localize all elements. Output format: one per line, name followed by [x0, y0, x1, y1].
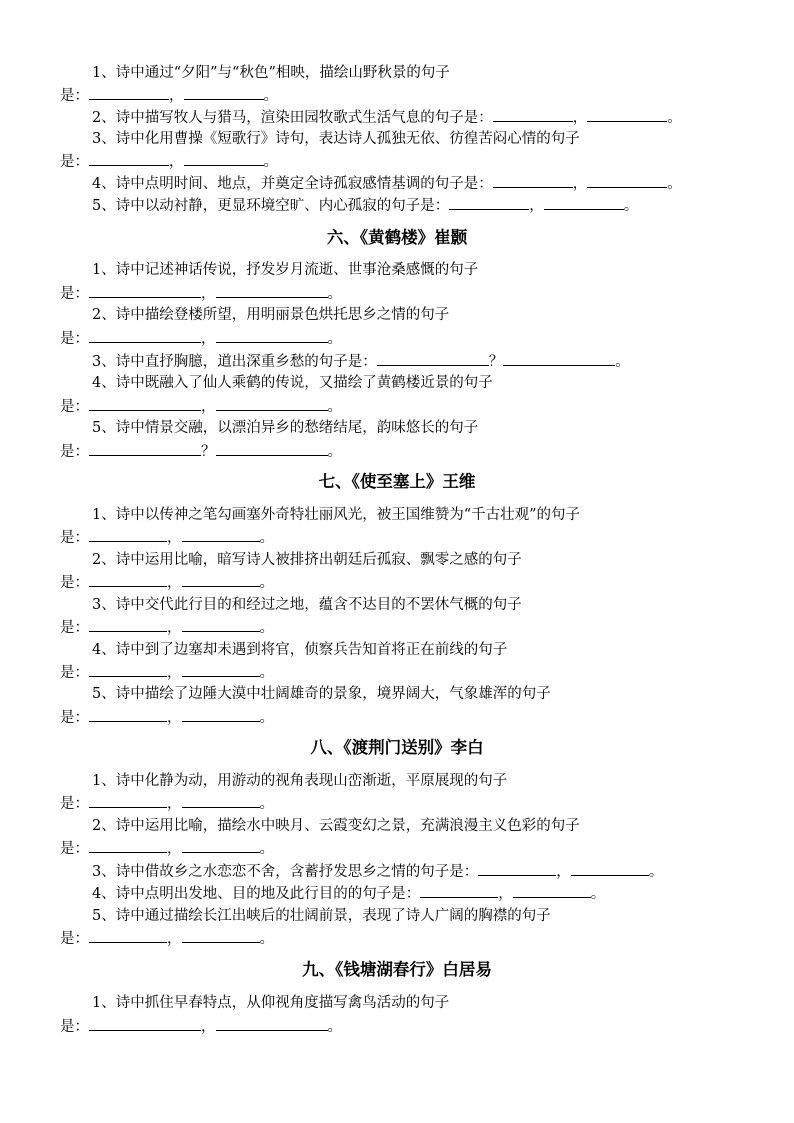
answer-line-8-5 — [60, 928, 734, 949]
punct-period: 。 — [259, 931, 274, 947]
punct-period: 。 — [259, 796, 274, 812]
answer-line-8-1 — [60, 793, 734, 814]
question-8-3 — [60, 861, 734, 882]
punct-period: 。 — [259, 575, 274, 591]
punct-comma: ， — [572, 110, 588, 126]
answer-blank[interactable] — [216, 283, 328, 298]
answer-blank[interactable] — [182, 707, 260, 722]
question-text: 1、诗中抓住早春特点，从仰视角度描写禽鸟活动的句子 — [92, 995, 450, 1011]
answer-blank[interactable] — [89, 151, 169, 166]
question-text: 2、诗中描绘登楼所望，用明丽景色烘托思乡之情的句子 — [92, 307, 450, 323]
answer-blank[interactable] — [587, 173, 667, 188]
punct-comma: ， — [572, 176, 588, 192]
section-heading-6: 六、《黄鹤楼》崔颢 — [326, 228, 468, 247]
answer-blank[interactable] — [89, 838, 167, 853]
answer-blank[interactable] — [89, 283, 201, 298]
question-text: 3、诗中化用曹操《短歌行》诗句，表达诗人孤独无依、彷徨苦闷心情的句子 — [92, 131, 580, 147]
question-7-3 — [60, 595, 734, 615]
question-6-5 — [60, 418, 734, 438]
punct-comma: ， — [167, 931, 182, 947]
punct-comma: ， — [201, 331, 216, 347]
answer-line-6-5 — [60, 441, 734, 462]
answer-blank[interactable] — [89, 328, 201, 343]
punct-period: 。 — [327, 399, 342, 415]
answer-blank[interactable] — [182, 928, 260, 943]
answer-blank[interactable] — [182, 793, 260, 808]
answer-line-9-1 — [60, 1016, 734, 1037]
question-7-5 — [60, 684, 734, 704]
answer-blank[interactable] — [571, 861, 649, 876]
punct-comma: ， — [169, 154, 184, 170]
question-8-4 — [60, 883, 734, 904]
question-7-4 — [60, 640, 734, 660]
answer-blank[interactable] — [478, 861, 556, 876]
question-text: 4、诗中既融入了仙人乘鹤的传说，又描绘了黄鹤楼近景的句子 — [92, 375, 493, 391]
answer-blank[interactable] — [587, 107, 667, 122]
answer-blank[interactable] — [182, 662, 260, 677]
question-5-3 — [60, 129, 734, 149]
question-text: 1、诗中化静为动，用游动的视角表现山峦渐逝，平原展现的句子 — [92, 773, 508, 789]
answer-line-6-4 — [60, 396, 734, 417]
question-5-2 — [60, 107, 734, 128]
question-text: 1、诗中以传神之笔勾画塞外奇特壮丽风光，被王国维赞为“千古壮观”的句子 — [92, 507, 581, 523]
question-8-2 — [60, 816, 734, 836]
question-text: 5、诗中情景交融，以漂泊异乡的愁绪结尾，韵味悠长的句子 — [92, 420, 479, 436]
answer-blank[interactable] — [89, 85, 169, 100]
answer-blank[interactable] — [89, 928, 167, 943]
question-6-1 — [60, 260, 734, 280]
punct-period: 。 — [259, 530, 274, 546]
question-text: 3、诗中直抒胸臆，道出深重乡愁的句子是： — [92, 354, 377, 370]
answer-blank[interactable] — [216, 441, 328, 456]
punct-comma: ， — [167, 841, 182, 857]
answer-blank[interactable] — [216, 396, 328, 411]
answer-blank[interactable] — [182, 527, 260, 542]
punct-period: 。 — [263, 88, 278, 104]
answer-prefix: 是： — [60, 331, 89, 347]
section-heading-7: 七、《使至塞上》王维 — [318, 472, 476, 491]
answer-prefix: 是： — [60, 665, 89, 681]
answer-blank[interactable] — [513, 883, 591, 898]
answer-blank[interactable] — [89, 527, 167, 542]
answer-blank[interactable] — [89, 707, 167, 722]
question-5-1 — [60, 63, 734, 83]
question-text: 5、诗中通过描绘长江出峡后的壮阔前景，表现了诗人广阔的胸襟的句子 — [92, 908, 551, 924]
section-heading-8: 八、《渡荆门送别》李白 — [310, 738, 484, 757]
question-7-2 — [60, 550, 734, 570]
question-text: 5、诗中以动衬静，更显环境空旷、内心孤寂的句子是： — [92, 198, 450, 214]
question-6-3 — [60, 351, 734, 372]
answer-prefix: 是： — [60, 620, 89, 636]
punct-comma: ， — [169, 88, 184, 104]
punct-period: 。 — [327, 444, 342, 460]
answer-blank[interactable] — [184, 151, 264, 166]
answer-blank[interactable] — [182, 572, 260, 587]
answer-prefix: 是： — [60, 841, 89, 857]
answer-line-7-3 — [60, 617, 734, 638]
question-text: 4、诗中点明出发地、目的地及此行目的的句子是： — [92, 886, 421, 902]
punct-comma: ， — [498, 886, 513, 902]
punct-comma: ， — [201, 286, 216, 302]
answer-blank[interactable] — [89, 662, 167, 677]
answer-blank[interactable] — [493, 107, 573, 122]
answer-blank[interactable] — [503, 351, 615, 366]
answer-blank[interactable] — [182, 838, 260, 853]
punct-comma: ， — [167, 575, 182, 591]
punct-comma: ， — [167, 665, 182, 681]
punct-comma: ， — [529, 198, 544, 214]
answer-prefix: 是： — [60, 1019, 89, 1035]
punct-comma: ， — [556, 864, 571, 880]
question-8-1 — [60, 771, 734, 791]
punct-comma: ， — [167, 620, 182, 636]
punct-period: 。 — [327, 286, 342, 302]
question-text: 3、诗中借故乡之水恋恋不舍，含蓄抒发思乡之情的句子是： — [92, 864, 479, 880]
punct-period: 。 — [667, 176, 682, 192]
answer-line-6-2 — [60, 328, 734, 349]
question-text: 1、诗中通过“夕阳”与“秋色”相映，描绘山野秋景的句子 — [92, 65, 450, 81]
punct-period: 。 — [259, 665, 274, 681]
punct-comma: ， — [167, 530, 182, 546]
answer-blank[interactable] — [377, 351, 489, 366]
question-text: 4、诗中点明时间、地点，并奠定全诗孤寂感情基调的句子是： — [92, 176, 493, 192]
answer-line-5-1 — [60, 85, 734, 106]
answer-blank[interactable] — [89, 617, 167, 632]
answer-line-7-4 — [60, 662, 734, 683]
answer-line-8-2 — [60, 838, 734, 859]
punct-period: 。 — [590, 886, 606, 902]
answer-blank[interactable] — [184, 85, 264, 100]
answer-line-7-5 — [60, 707, 734, 728]
punct-question: ？ — [488, 354, 504, 370]
answer-prefix: 是： — [60, 530, 89, 546]
question-text: 2、诗中运用比喻，描绘水中映月、云霞变幻之景，充满浪漫主义色彩的句子 — [92, 818, 580, 834]
punct-period: 。 — [623, 198, 639, 214]
punct-question: ？ — [201, 444, 216, 460]
punct-period: 。 — [259, 841, 274, 857]
answer-blank[interactable] — [89, 1016, 201, 1031]
question-5-4 — [60, 173, 734, 194]
question-5-5 — [60, 195, 734, 216]
answer-blank[interactable] — [216, 1016, 328, 1031]
answer-blank[interactable] — [89, 793, 167, 808]
answer-prefix: 是： — [60, 286, 89, 302]
answer-line-5-3 — [60, 151, 734, 172]
punct-period: 。 — [327, 1019, 342, 1035]
answer-prefix: 是： — [60, 796, 89, 812]
punct-period: 。 — [259, 710, 274, 726]
answer-blank[interactable] — [493, 173, 573, 188]
question-text: 3、诗中交代此行目的和经过之地，蕴含不达目的不罢休气概的句子 — [92, 597, 522, 613]
punct-period: 。 — [615, 354, 630, 370]
punct-period: 。 — [667, 110, 682, 126]
punct-comma: ， — [201, 399, 216, 415]
question-6-2 — [60, 305, 734, 325]
question-text: 2、诗中描写牧人与猎马，渲染田园牧歌式生活气息的句子是： — [92, 110, 493, 126]
question-text: 2、诗中运用比喻，暗写诗人被排挤出朝廷后孤寂、飘零之感的句子 — [92, 552, 522, 568]
question-8-5 — [60, 906, 734, 926]
answer-blank[interactable] — [420, 883, 498, 898]
answer-prefix: 是： — [60, 575, 89, 591]
answer-prefix: 是： — [60, 444, 89, 460]
answer-line-7-1 — [60, 527, 734, 548]
punct-period: 。 — [263, 154, 278, 170]
punct-period: 。 — [259, 620, 274, 636]
question-text: 1、诗中记述神话传说，抒发岁月流逝、世事沧桑感慨的句子 — [92, 262, 479, 278]
answer-blank[interactable] — [89, 396, 201, 411]
answer-blank[interactable] — [89, 572, 167, 587]
punct-comma: ， — [167, 710, 182, 726]
question-7-1 — [60, 505, 734, 525]
punct-comma: ， — [167, 796, 182, 812]
answer-blank[interactable] — [216, 328, 328, 343]
answer-prefix: 是： — [60, 88, 89, 104]
section-heading-9: 九、《钱塘湖春行》白居易 — [302, 960, 492, 979]
answer-prefix: 是： — [60, 931, 89, 947]
answer-prefix: 是： — [60, 399, 89, 415]
question-6-4 — [60, 373, 734, 393]
answer-blank[interactable] — [449, 195, 529, 210]
question-text: 4、诗中到了边塞却未遇到将官，侦察兵告知首将正在前线的句子 — [92, 642, 508, 658]
answer-prefix: 是： — [60, 710, 89, 726]
answer-blank[interactable] — [544, 195, 624, 210]
answer-line-6-1 — [60, 283, 734, 304]
punct-period: 。 — [327, 331, 342, 347]
answer-blank[interactable] — [182, 617, 260, 632]
answer-blank[interactable] — [89, 441, 201, 456]
question-9-1 — [60, 993, 734, 1013]
answer-prefix: 是： — [60, 154, 89, 170]
punct-period: 。 — [648, 864, 664, 880]
punct-comma: ， — [201, 1019, 216, 1035]
question-text: 5、诗中描绘了边陲大漠中壮阔雄奇的景象，境界阔大，气象雄浑的句子 — [92, 686, 551, 702]
answer-line-7-2 — [60, 572, 734, 593]
